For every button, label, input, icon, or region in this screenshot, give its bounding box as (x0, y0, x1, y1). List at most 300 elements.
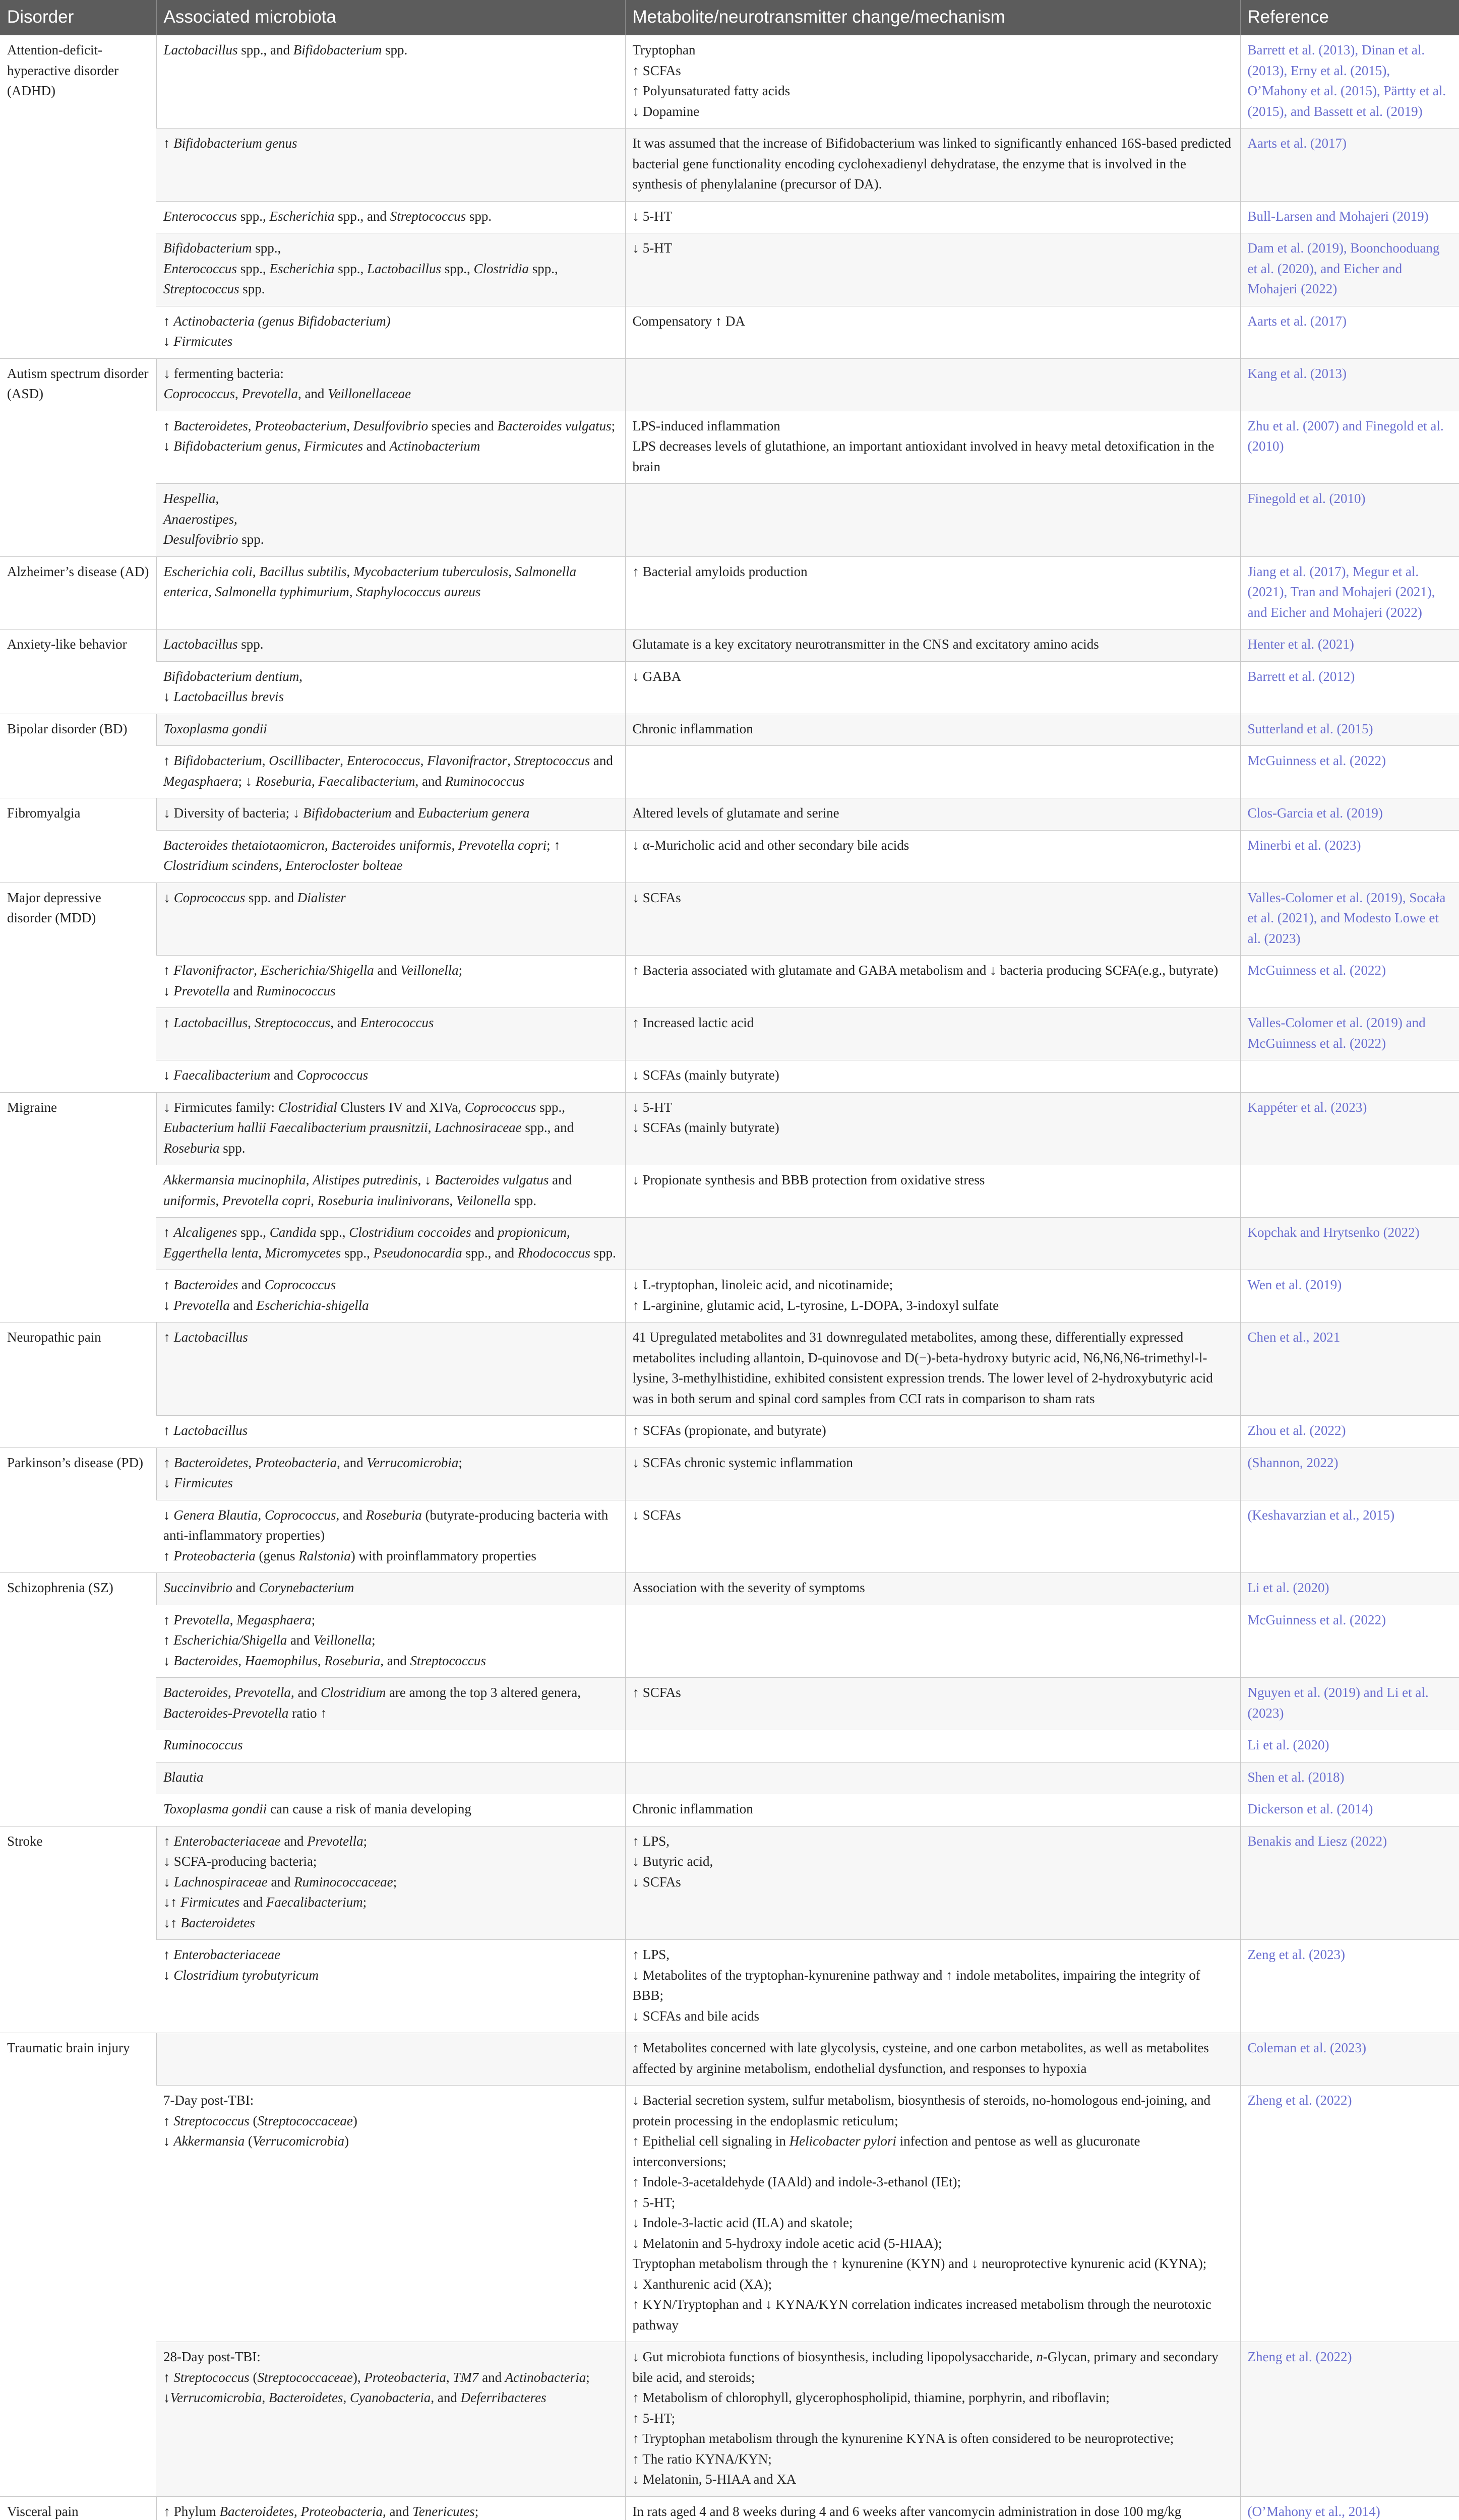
reference-cell[interactable] (1240, 1500, 1459, 1573)
microbiota-line: ↑ Escherichia/Shigella and Veillonella; (163, 1632, 376, 1648)
table-row (0, 661, 1459, 714)
reference-cell[interactable] (1240, 1218, 1459, 1270)
metabolite-line: ↓ SCFAs (mainly butyrate) (632, 1067, 779, 1083)
metabolite-line (633, 363, 1233, 384)
table-row (0, 830, 1459, 883)
microbiota-line (164, 2038, 618, 2058)
metabolite-line: ↓ α-Muricholic acid and other secondary bile acids (632, 837, 909, 853)
microbiota-line: Bifidobacterium dentium, (163, 668, 302, 684)
microbiota-cell (156, 35, 625, 129)
reference-cell[interactable] (1240, 233, 1459, 306)
metabolite-cell (625, 2496, 1240, 2520)
microbiota-line: ↓ Prevotella and Escherichia-shigella (163, 1297, 369, 1313)
reference-cell[interactable] (1240, 2342, 1459, 2497)
microbiota-line: Toxoplasma gondii can cause a risk of mania developing (163, 1801, 471, 1816)
microbiota-cell (156, 1060, 625, 1093)
table-row (0, 129, 1459, 202)
disorder-cell: Fibromyalgia (0, 798, 156, 883)
header-reference: Reference (1240, 0, 1459, 35)
reference-cell[interactable] (1240, 746, 1459, 798)
microbiota-line: ↓ fermenting bacteria: (163, 365, 284, 381)
table-row (0, 1794, 1459, 1826)
microbiota-line: Lactobacillus spp., and Bifidobacterium spp. (163, 42, 408, 57)
metabolite-line: ↓ Melatonin, 5-HIAA and XA (632, 2472, 797, 2487)
metabolite-line: ↑ SCFAs (632, 1685, 681, 1700)
table-row (0, 956, 1459, 1008)
microbiota-line: ↓ Coprococcus spp. and Dialister (163, 890, 346, 905)
metabolite-cell (625, 629, 1240, 662)
microbiota-line: ↑ Alcaligenes spp., Candida spp., Clostridium coccoides and propionicum, Eggerthella lenta, Micromycetes spp., Pseudonocardia spp., and Rhodococcus spp. (163, 1225, 616, 1261)
reference-link: McGuinness et al. (2022) (1247, 753, 1386, 768)
metabolite-line: ↑ Indole-3-acetaldehyde (IAAld) and indole-3-ethanol (IEt); (632, 2174, 961, 2189)
table-row (0, 2342, 1459, 2497)
microbiota-line: Desulfovibrio spp. (163, 532, 264, 547)
table-row (0, 883, 1459, 956)
microbiota-line: Blautia (163, 1769, 204, 1785)
microbiota-line: 7-Day post-TBI: (163, 2093, 254, 2108)
metabolite-line: ↓ 5-HT (632, 208, 673, 224)
reference-cell[interactable] (1240, 1008, 1459, 1060)
reference-link: Kappéter et al. (2023) (1247, 1099, 1367, 1115)
metabolite-cell (625, 1322, 1240, 1416)
metabolite-cell (625, 1500, 1240, 1573)
metabolite-line: ↓ SCFAs (632, 1874, 681, 1889)
reference-cell[interactable] (1240, 411, 1459, 484)
disorder-cell: Major depressive disorder (MDD) (0, 883, 156, 1092)
metabolite-line: Chronic inflammation (632, 1801, 753, 1816)
reference-cell[interactable] (1240, 2086, 1459, 2342)
microbiota-cell (156, 1165, 625, 1218)
reference-cell[interactable] (1240, 661, 1459, 714)
microbiota-line: Enterococcus spp., Escherichia spp., and Streptococcus spp. (163, 208, 492, 224)
microbiota-line: ↑ Prevotella, Megasphaera; (163, 1612, 316, 1627)
table-row (0, 1008, 1459, 1060)
microbiota-line: ↓ Genera Blautia, Coprococcus, and Roseburia (butyrate-producing bacteria with anti-inflammatory properties) (163, 1507, 609, 1543)
table-row (0, 746, 1459, 798)
disorder-cell: Anxiety-like behavior (0, 629, 156, 714)
reference-cell[interactable] (1240, 1060, 1459, 1093)
microbiota-line: ↓ Bacteroides, Haemophilus, Roseburia, and Streptococcus (163, 1653, 486, 1668)
metabolite-line: ↓ L-tryptophan, linoleic acid, and nicotinamide; (632, 1277, 893, 1292)
metabolite-line: ↑ 5-HT; (632, 2410, 676, 2426)
microbiota-line: ↑ Enterobacteriaceae (163, 1947, 281, 1962)
table-row (0, 2496, 1459, 2520)
microbiota-line: Hespellia, (163, 491, 219, 506)
metabolite-line (633, 750, 1233, 771)
microbiota-line: ↓ Firmicutes family: Clostridial Clusters IV and XIVa, Coprococcus spp., Eubacterium hallii Faecalibacterium prausnitzii, Lachnosiraceae spp., and Roseburia spp. (163, 1099, 574, 1156)
reference-cell[interactable] (1240, 35, 1459, 129)
reference-link: Kopchak and Hrytsenko (2022) (1247, 1225, 1420, 1240)
table-row (0, 1940, 1459, 2033)
reference-link: Wen et al. (2019) (1247, 1277, 1342, 1292)
microbiota-line: ↓↑ Bacteroidetes (163, 1915, 255, 1930)
metabolite-line: ↑ SCFAs (propionate, and butyrate) (632, 1423, 826, 1438)
metabolite-cell (625, 233, 1240, 306)
reference-cell[interactable] (1240, 714, 1459, 746)
microbiota-cell (156, 1270, 625, 1322)
microbiota-cell (156, 883, 625, 956)
metabolite-line: ↓ GABA (632, 668, 682, 684)
table-row (0, 1573, 1459, 1605)
microbiota-line: ↑ Lactobacillus, Streptococcus, and Enterococcus (163, 1015, 434, 1030)
metabolite-line: In rats aged 4 and 8 weeks during 4 and 6 weeks after vancomycin administration in dose 100 mg/kg (632, 2503, 1182, 2519)
metabolite-cell (625, 1794, 1240, 1826)
metabolite-cell (625, 129, 1240, 202)
header-row (0, 0, 1459, 35)
microbiota-line: Enterococcus spp., Escherichia spp., Lactobacillus spp., Clostridia spp., Streptococcus spp. (163, 261, 558, 296)
microbiota-cell (156, 1605, 625, 1678)
reference-cell[interactable] (1240, 484, 1459, 557)
metabolite-line: ↑ 5-HT; (632, 2194, 676, 2210)
metabolite-line: ↑ Bacteria associated with glutamate and GABA metabolism and ↓ bacteria producing SCFA(e.g., butyrate) (632, 963, 1219, 978)
microbiota-line: ↑ Streptococcus (Streptococcaceae) (163, 2113, 357, 2128)
metabolite-line: ↓ SCFAs (632, 890, 681, 905)
reference-cell[interactable] (1240, 1322, 1459, 1416)
microbiota-line: ↑ Bacteroides and Coprococcus (163, 1277, 336, 1292)
reference-link: Zheng et al. (2022) (1247, 2349, 1352, 2364)
microbiota-line: ↓ Lactobacillus brevis (163, 689, 284, 704)
reference-link: Finegold et al. (2010) (1247, 491, 1366, 506)
table-row (0, 1447, 1459, 1500)
table-row (0, 1826, 1459, 1940)
microbiota-cell (156, 358, 625, 411)
microbiota-line: ↓↑ Firmicutes and Faecalibacterium; (163, 1895, 367, 1910)
metabolite-line: Glutamate is a key excitatory neurotransmitter in the CNS and excitatory amino acids (632, 637, 1099, 652)
metabolite-line: ↓ Gut microbiota functions of biosynthesis, including lipopolysaccharide, n-Glycan, primary and secondary bile acid, and steroids; (632, 2349, 1219, 2385)
metabolite-line: ↑ Tryptophan metabolism through the kynurenine KYNA is often considered to be neuroprotective; (632, 2431, 1174, 2446)
reference-link: Dickerson et al. (2014) (1247, 1801, 1373, 1816)
table-row (0, 714, 1459, 746)
metabolite-line: ↓ Bacterial secretion system, sulfur metabolism, biosynthesis of steroids, no-homologous end-joining, and protein processing in the endoplasmic reticulum; (632, 2093, 1211, 2128)
disorder-cell: Bipolar disorder (BD) (0, 714, 156, 798)
metabolite-cell (625, 358, 1240, 411)
reference-link: Aarts et al. (2017) (1247, 313, 1347, 329)
microbiota-cell (156, 1762, 625, 1794)
reference-cell[interactable] (1240, 1092, 1459, 1165)
metabolite-cell (625, 798, 1240, 831)
microbiota-line: ↓ Akkermansia (Verrucomicrobia) (163, 2133, 349, 2149)
metabolite-cell (625, 35, 1240, 129)
microbiota-cell (156, 1794, 625, 1826)
reference-cell[interactable] (1240, 1416, 1459, 1448)
disorder-cell: Traumatic brain injury (0, 2033, 156, 2497)
metabolite-cell (625, 2086, 1240, 2342)
reference-cell[interactable] (1240, 2033, 1459, 2086)
reference-link: Chen et al., 2021 (1247, 1330, 1341, 1345)
metabolite-cell (625, 306, 1240, 358)
microbiota-line: Bifidobacterium spp., (163, 240, 281, 256)
reference-cell[interactable] (1240, 201, 1459, 233)
table-row (0, 1730, 1459, 1762)
metabolite-cell (625, 1218, 1240, 1270)
reference-cell[interactable] (1240, 1605, 1459, 1678)
microbiota-line: ↓ Diversity of bacteria; ↓ Bifidobacterium and Eubacterium genera (163, 805, 530, 821)
microbiota-cell (156, 956, 625, 1008)
microbiota-cell (156, 129, 625, 202)
table-body (0, 35, 1459, 2520)
metabolite-line: ↑ LPS, (632, 1833, 670, 1849)
reference-cell[interactable] (1240, 1794, 1459, 1826)
microbiota-cell (156, 1500, 625, 1573)
microbiota-cell (156, 1092, 625, 1165)
microbiota-line: Ruminococcus (163, 1737, 243, 1752)
microbiota-cell (156, 1416, 625, 1448)
metabolite-line: ↑ Increased lactic acid (632, 1015, 754, 1030)
metabolite-cell (625, 2342, 1240, 2497)
microbiota-line: ↑ Lactobacillus (163, 1423, 248, 1438)
metabolite-cell (625, 1447, 1240, 1500)
table-row (0, 35, 1459, 129)
reference-link: McGuinness et al. (2022) (1247, 1612, 1386, 1627)
reference-link: Bull-Larsen and Mohajeri (2019) (1247, 208, 1429, 224)
metabolite-line: ↓ SCFAs and bile acids (632, 2008, 759, 2024)
microbiota-line: ↓ Clostridium tyrobutyricum (163, 1967, 319, 1983)
microbiota-cell (156, 830, 625, 883)
reference-link: Li et al. (2020) (1247, 1580, 1329, 1595)
table-row (0, 306, 1459, 358)
microbiota-line: ↓ Bifidobacterium genus, Firmicutes and Actinobacterium (163, 438, 480, 454)
metabolite-line: ↑ KYN/Tryptophan and ↓ KYNA/KYN correlation indicates increased metabolism through the neurotoxic pathway (632, 2297, 1212, 2333)
metabolite-cell (625, 1940, 1240, 2033)
metabolite-line: ↑ Metabolites concerned with late glycolysis, cysteine, and one carbon metabolites, as well as metabolites affected by arginine metabolism, endothelial dysfunction, and responses to hypoxia (632, 2040, 1209, 2076)
metabolite-line: ↑ L-arginine, glutamic acid, L-tyrosine, L-DOPA, 3-indoxyl sulfate (632, 1297, 999, 1313)
disorder-cell: Autism spectrum disorder (ASD) (0, 358, 156, 556)
microbiota-cell (156, 556, 625, 629)
microbiota-line: Bacteroides thetaiotaomicron, Bacteroides uniformis, Prevotella copri; ↑ Clostridium scindens, Enterocloster bolteae (163, 837, 561, 873)
header-disorder: Disorder (0, 0, 156, 35)
microbiota-line: ↑ Enterobacteriaceae and Prevotella; (163, 1833, 368, 1849)
microbiota-cell (156, 1447, 625, 1500)
microbiota-line: Anaerostipes, (163, 511, 237, 527)
metabolite-line: ↑ Epithelial cell signaling in Helicobacter pylori infection and pentose as well as glucuronate interconversions; (632, 2133, 1140, 2169)
microbiota-line: Akkermansia mucinophila, Alistipes putredinis, ↓ Bacteroides vulgatus and uniformis, Prevotella copri, Roseburia inulinivorans, Veilonella spp. (163, 1172, 572, 1208)
reference-link: Barrett et al. (2012) (1247, 668, 1355, 684)
microbiota-cell (156, 2033, 625, 2086)
metabolite-cell (625, 1008, 1240, 1060)
microbiota-line: Bacteroides-Prevotella ratio ↑ (163, 1705, 327, 1721)
metabolite-line: Chronic inflammation (632, 721, 753, 736)
microbiota-cell (156, 484, 625, 557)
microbiota-line: ↑ Bacteroidetes, Proteobacterium, Desulfovibrio species and Bacteroides vulgatus; (163, 418, 616, 433)
table-row (0, 2086, 1459, 2342)
microbiota-cell (156, 746, 625, 798)
reference-link: Li et al. (2020) (1247, 1737, 1329, 1752)
metabolite-line (633, 1735, 1233, 1755)
reference-link: Nguyen et al. (2019) and Li et al. (2023) (1247, 1685, 1429, 1721)
reference-cell[interactable] (1240, 2496, 1459, 2520)
microbiota-line: ↑ Phylum Bacteroidetes, Proteobacteria, and Tenericutes; (163, 2503, 479, 2519)
table-row (0, 1322, 1459, 1416)
reference-cell[interactable] (1240, 306, 1459, 358)
microbiota-line: ↑ Bacteroidetes, Proteobacteria, and Verrucomicrobia; (163, 1455, 462, 1470)
reference-cell[interactable] (1240, 956, 1459, 1008)
table-row (0, 1605, 1459, 1678)
metabolite-line: ↓ SCFAs (mainly butyrate) (632, 1120, 779, 1135)
microbiota-cell (156, 2086, 625, 2342)
metabolite-cell (625, 746, 1240, 798)
reference-link: Zheng et al. (2022) (1247, 2093, 1352, 2108)
microbiota-line: ↓ Firmicutes (163, 334, 233, 349)
microbiota-cell (156, 1730, 625, 1762)
microbiota-cell (156, 1678, 625, 1730)
table-row (0, 1762, 1459, 1794)
metabolite-cell (625, 1060, 1240, 1093)
metabolite-line: Compensatory ↑ DA (632, 313, 745, 329)
microbiota-cell (156, 798, 625, 831)
microbiota-cell (156, 1573, 625, 1605)
metabolite-cell (625, 1165, 1240, 1218)
metabolite-line: ↑ SCFAs (632, 62, 681, 78)
metabolite-line: ↓ Indole-3-lactic acid (ILA) and skatole; (632, 2215, 853, 2230)
reference-link: Dam et al. (2019), Boonchooduang et al. (2020), and Eicher and Mohajeri (2022) (1247, 240, 1440, 296)
reference-cell[interactable] (1240, 798, 1459, 831)
microbiota-line: ↑ Lactobacillus (163, 1330, 248, 1345)
reference-cell[interactable] (1240, 556, 1459, 629)
reference-link: Zhou et al. (2022) (1247, 1423, 1346, 1438)
microbiota-cell (156, 233, 625, 306)
reference-link: Aarts et al. (2017) (1247, 136, 1347, 151)
table-row (0, 2033, 1459, 2086)
microbiota-line: Toxoplasma gondii (163, 721, 267, 736)
metabolite-cell (625, 883, 1240, 956)
microbiota-line: ↑ Bifidobacterium genus (163, 136, 297, 151)
reference-link: McGuinness et al. (2022) (1247, 963, 1386, 978)
disorder-cell: Neuropathic pain (0, 1322, 156, 1448)
metabolite-line: ↑ LPS, (632, 1947, 670, 1962)
table-row (0, 629, 1459, 662)
reference-link: Kang et al. (2013) (1247, 365, 1347, 381)
metabolite-line (633, 1767, 1233, 1788)
reference-link: (O’Mahony et al., 2014) (1247, 2503, 1380, 2519)
reference-link: Shen et al. (2018) (1247, 1769, 1345, 1785)
microbiota-cell (156, 661, 625, 714)
reference-link: Minerbi et al. (2023) (1247, 837, 1361, 853)
microbiota-cell (156, 411, 625, 484)
metabolite-line: LPS-induced inflammation (632, 418, 780, 433)
metabolite-cell (625, 1416, 1240, 1448)
reference-cell[interactable] (1240, 1678, 1459, 1730)
metabolite-line: LPS decreases levels of glutathione, an important antioxidant involved in heavy metal detoxification in the brain (632, 438, 1214, 474)
reference-cell[interactable] (1240, 1447, 1459, 1500)
microbiota-line: ↑ Actinobacteria (genus Bifidobacterium) (163, 313, 391, 329)
reference-cell[interactable] (1240, 358, 1459, 411)
metabolite-cell (625, 1092, 1240, 1165)
reference-cell[interactable] (1240, 1826, 1459, 1940)
metabolite-cell (625, 956, 1240, 1008)
metabolite-line: ↓ Xanthurenic acid (XA); (632, 2276, 772, 2292)
microbiota-line: Lactobacillus spp. (163, 637, 264, 652)
metabolite-cell (625, 2033, 1240, 2086)
reference-link: Valles-Colomer et al. (2019) and McGuinness et al. (2022) (1247, 1015, 1426, 1051)
reference-cell[interactable] (1240, 1940, 1459, 2033)
microbiota-cell (156, 629, 625, 662)
reference-cell[interactable] (1240, 1573, 1459, 1605)
reference-cell[interactable] (1240, 129, 1459, 202)
metabolite-line: It was assumed that the increase of Bifidobacterium was linked to significantly enhanced 16S-based predicted bacterial gene functionality encoding cyclohexadienyl dehydratase, the enzyme that is involved in the synthesis of phenylalanine (precursor of DA). (632, 136, 1232, 192)
metabolite-cell (625, 1270, 1240, 1322)
metabolite-line: ↑ Bacterial amyloids production (632, 563, 808, 579)
metabolite-line: Tryptophan metabolism through the ↑ kynurenine (KYN) and ↓ neuroprotective kynurenic acid (KYNA); (632, 2256, 1207, 2271)
reference-link: Valles-Colomer et al. (2019), Socała et al. (2021), and Modesto Lowe et al. (2023) (1247, 890, 1446, 946)
reference-cell[interactable] (1240, 1730, 1459, 1762)
table-row (0, 1165, 1459, 1218)
microbiota-line: ↑ Proteobacteria (genus Ralstonia) with proinflammatory properties (163, 1548, 536, 1563)
reference-cell[interactable] (1240, 629, 1459, 662)
metabolite-cell (625, 1678, 1240, 1730)
microbiota-line: ↓ SCFA-producing bacteria; (163, 1854, 317, 1869)
reference-cell[interactable] (1240, 830, 1459, 883)
microbiota-line: Bacteroides, Prevotella, and Clostridium are among the top 3 altered genera, (163, 1685, 581, 1700)
metabolite-cell (625, 1573, 1240, 1605)
reference-cell[interactable] (1240, 883, 1459, 956)
reference-link: (Keshavarzian et al., 2015) (1247, 1507, 1395, 1523)
reference-link: Coleman et al. (2023) (1247, 2040, 1366, 2055)
reference-link: Sutterland et al. (2015) (1247, 721, 1373, 736)
microbiota-line: ↓ Lachnospiraceae and Ruminococcaceae; (163, 1874, 397, 1889)
microbiota-line: Succinvibrio and Corynebacterium (163, 1580, 354, 1595)
metabolite-cell (625, 1730, 1240, 1762)
metabolite-line: ↓ Dopamine (632, 103, 700, 119)
table-row (0, 233, 1459, 306)
reference-link: Barrett et al. (2013), Dinan et al. (2013), Erny et al. (2015), O’Mahony et al. (2015), Pärtty et al. (2015), and Bassett et al. (2019) (1247, 42, 1446, 119)
reference-cell[interactable] (1240, 1270, 1459, 1322)
metabolite-line: ↑ Metabolism of chlorophyll, glycerophospholipid, thiamine, porphyrin, and riboflavin; (632, 2390, 1110, 2405)
table-row (0, 1218, 1459, 1270)
reference-link: Clos-Garcia et al. (2019) (1247, 805, 1383, 821)
table-row (0, 411, 1459, 484)
table-row (0, 1092, 1459, 1165)
reference-link (1248, 1170, 1452, 1190)
table-row (0, 798, 1459, 831)
reference-cell[interactable] (1240, 1165, 1459, 1218)
microbiota-line: ↓ Faecalibacterium and Coprococcus (163, 1067, 369, 1083)
table-row (0, 556, 1459, 629)
header-metabolite-change: Metabolite/neurotransmitter change/mechanism (625, 0, 1240, 35)
metabolite-line (633, 488, 1233, 509)
metabolite-line: ↓ SCFAs (632, 1507, 681, 1523)
table-row (0, 1270, 1459, 1322)
metabolite-cell (625, 484, 1240, 557)
reference-link (1248, 1065, 1452, 1086)
disorder-cell: Stroke (0, 1826, 156, 2033)
microbiota-cell (156, 1218, 625, 1270)
metabolite-line: ↓ 5-HT (632, 240, 673, 256)
metabolite-line: ↓ Butyric acid, (632, 1854, 713, 1869)
microbiota-line: ↑ Flavonifractor, Escherichia/Shigella and Veillonella; (163, 963, 463, 978)
microbiota-cell (156, 2496, 625, 2520)
microbiota-line: ↑ Streptococcus (Streptococcaceae), Proteobacteria, TM7 and Actinobacteria; (163, 2369, 590, 2385)
reference-link: Jiang et al. (2017), Megur et al. (2021), Tran and Mohajeri (2021), and Eicher and Mohajeri (2022) (1247, 563, 1435, 620)
microbiota-cell (156, 1008, 625, 1060)
microbiota-line: Escherichia coli, Bacillus subtilis, Mycobacterium tuberculosis, Salmonella enterica, Salmonella typhimurium, Staphylococcus aureus (163, 563, 577, 599)
disorder-cell: Parkinson’s disease (PD) (0, 1447, 156, 1573)
metabolite-cell (625, 1762, 1240, 1794)
reference-cell[interactable] (1240, 1762, 1459, 1794)
metabolite-line: ↓ 5-HT (632, 1099, 673, 1115)
table-row (0, 1500, 1459, 1573)
microbiota-cell (156, 714, 625, 746)
table-header (0, 0, 1459, 35)
microbiota-cell (156, 1322, 625, 1416)
disorder-cell: Visceral pain (0, 2496, 156, 2520)
header-associated-microbiota: Associated microbiota (156, 0, 625, 35)
microbiota-line: 28-Day post-TBI: (163, 2349, 261, 2364)
microbiota-line: ↓Verrucomicrobia, Bacteroidetes, Cyanobacteria, and Deferribacteres (163, 2390, 546, 2405)
metabolite-line (633, 1222, 1233, 1243)
metabolite-cell (625, 201, 1240, 233)
metabolite-cell (625, 1605, 1240, 1678)
reference-link: Benakis and Liesz (2022) (1247, 1833, 1387, 1849)
